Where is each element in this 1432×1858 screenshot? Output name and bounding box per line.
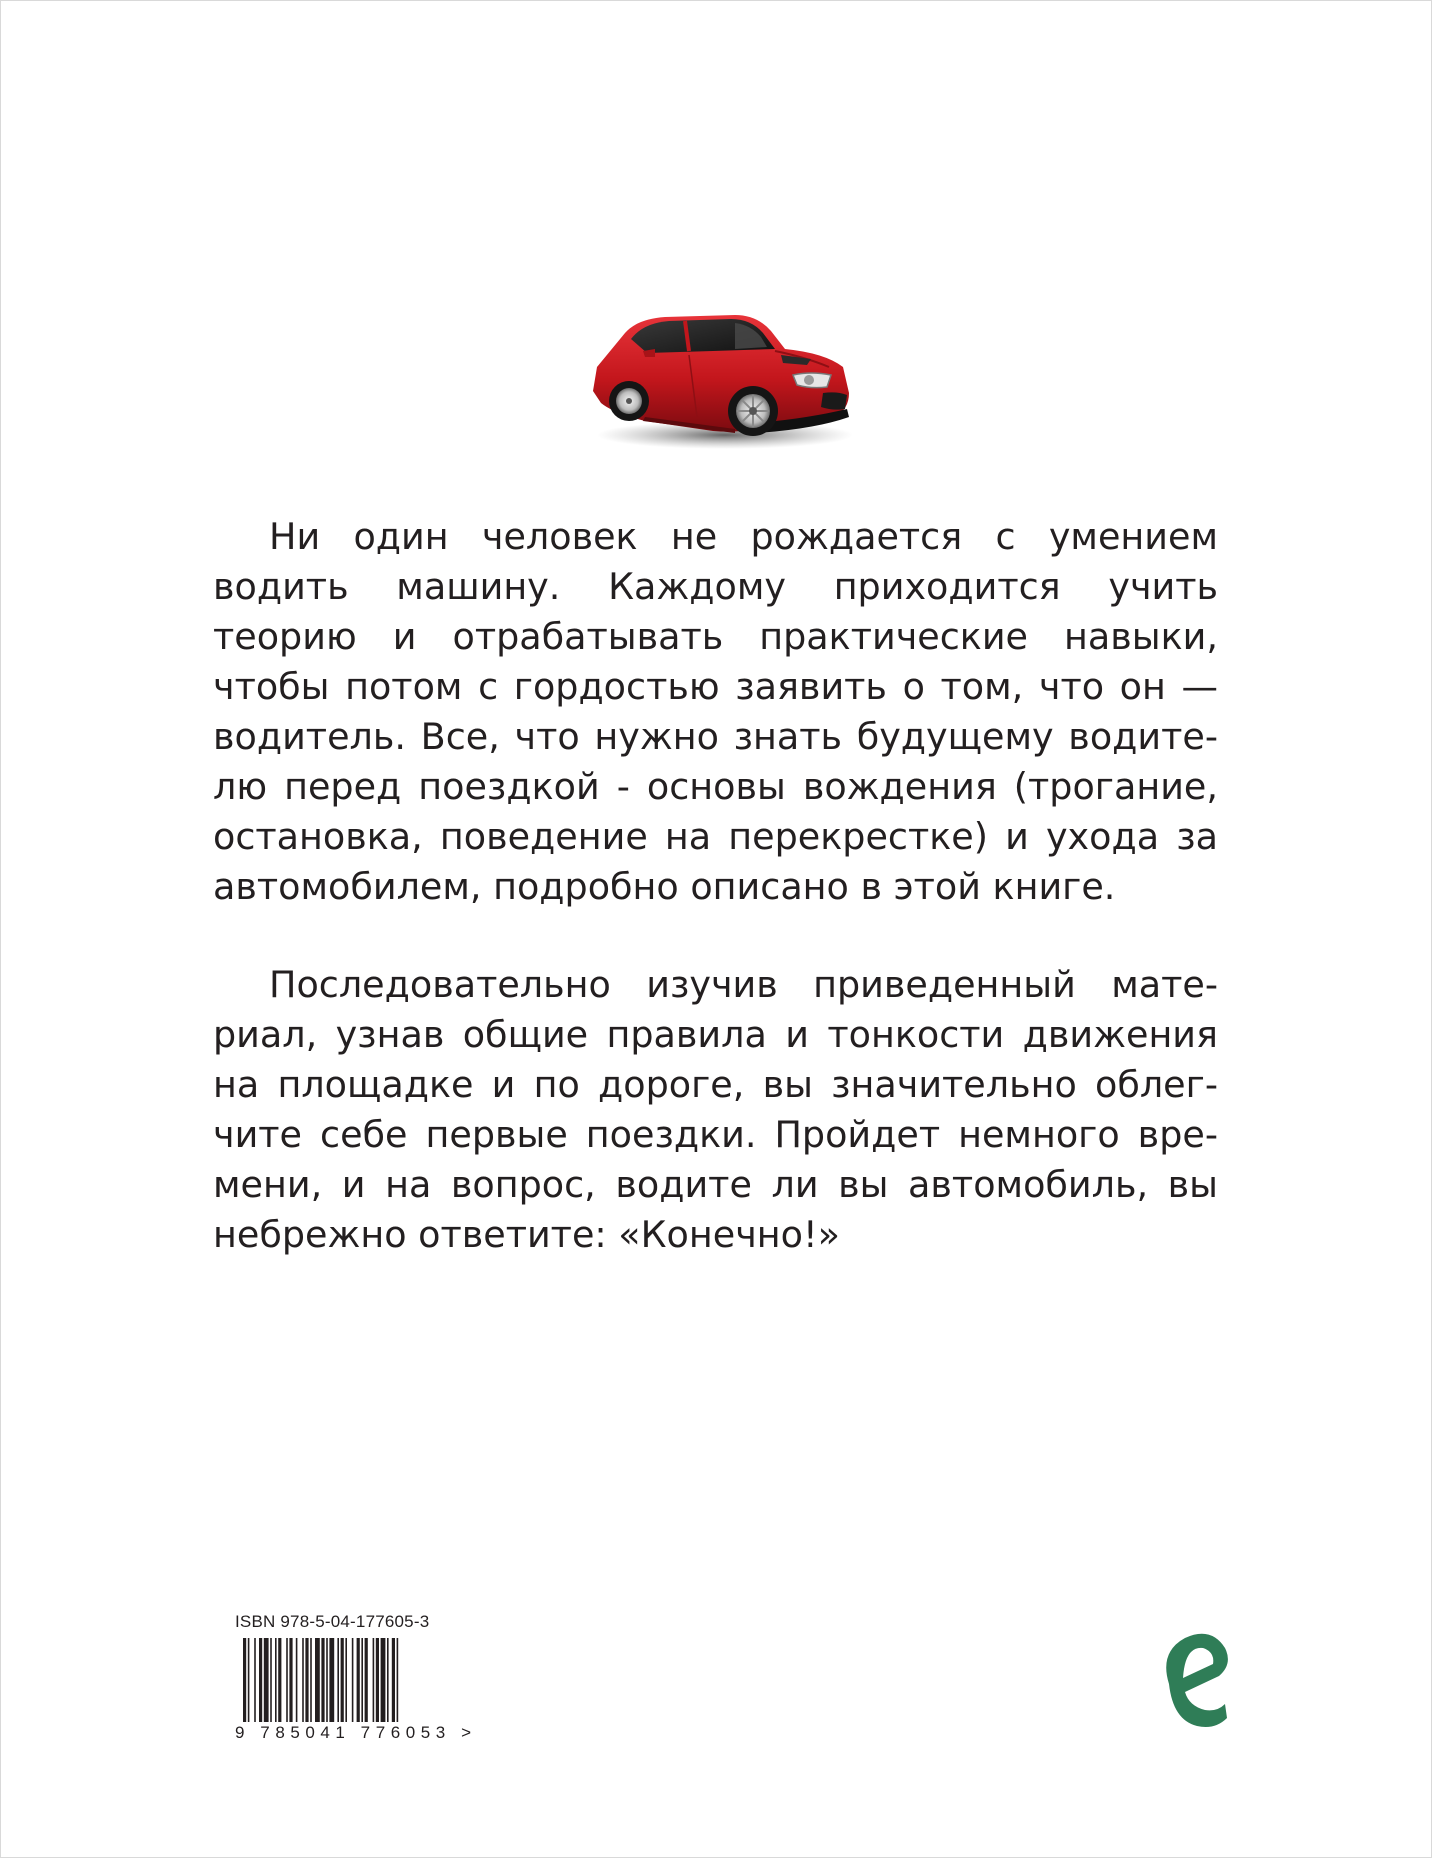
paragraph-line: водитель. Все, что нужно знать будущему водите- xyxy=(213,715,1218,758)
paragraph-line: автомобилем, подробно описано в этой книге. xyxy=(213,865,1116,908)
barcode-bar xyxy=(392,1638,395,1722)
barcode-digits: 9 785041 776053 > xyxy=(235,1723,471,1742)
barcode-bar xyxy=(286,1638,288,1722)
barcode-bar xyxy=(341,1638,344,1722)
barcode-bar xyxy=(397,1638,399,1732)
paragraph-line: чите себе первые поездки. Пройдет немного вре- xyxy=(213,1113,1218,1156)
barcode-bar xyxy=(248,1638,250,1732)
paragraph-line: небрежно ответите: «Конечно!» xyxy=(213,1213,840,1256)
paragraph-line: теорию и отрабатывать практические навыки, xyxy=(213,615,1218,658)
barcode-bar xyxy=(329,1638,334,1722)
barcode-bar xyxy=(264,1638,269,1722)
paragraph-line: водить машину. Каждому приходится учить xyxy=(213,565,1218,608)
barcode-bar xyxy=(270,1638,272,1722)
paragraph-line: Ни один человек не рождается с умением xyxy=(269,515,1218,558)
barcode-bar xyxy=(337,1638,339,1722)
paragraph-line: риал, узнав общие правила и тонкости движения xyxy=(213,1013,1218,1056)
barcode-bar xyxy=(352,1638,354,1722)
barcode-bar xyxy=(289,1638,292,1722)
barcode-bar xyxy=(381,1638,386,1722)
barcode-bar xyxy=(278,1638,281,1722)
paragraph-line: остановка, поведение на перекрестке) и ухода за xyxy=(213,815,1218,858)
barcode-bar xyxy=(321,1638,324,1732)
barcode-bar xyxy=(259,1638,262,1722)
barcode-bar xyxy=(315,1638,320,1722)
barcode-bar xyxy=(376,1638,379,1722)
description-paragraph-2 xyxy=(213,960,1218,1260)
barcode-bar xyxy=(243,1638,246,1732)
isbn-label: ISBN 978-5-04-177605-3 xyxy=(235,1612,430,1631)
paragraph-line: на площадке и по дороге, вы значительно облег- xyxy=(213,1063,1218,1106)
eksmo-logo-icon xyxy=(1155,1622,1231,1732)
barcode-bar xyxy=(361,1638,363,1722)
barcode-bar xyxy=(357,1638,360,1722)
barcode-bar xyxy=(254,1638,256,1722)
barcode-bar xyxy=(305,1638,308,1722)
barcode-bar xyxy=(365,1638,368,1722)
barcode-bar xyxy=(302,1638,304,1722)
paragraph-line: чтобы потом с гордостью заявить о том, что он — xyxy=(213,665,1218,708)
barcode-bar xyxy=(296,1638,298,1722)
car-illustration xyxy=(585,305,853,457)
barcode-bar xyxy=(373,1638,375,1722)
isbn-block xyxy=(235,1612,475,1742)
description-paragraph-1 xyxy=(213,512,1218,912)
barcode-bar xyxy=(387,1638,389,1722)
barcode-bar xyxy=(275,1638,277,1722)
barcode xyxy=(235,1638,475,1742)
paragraph-line: лю перед поездкой - основы вождения (трогание, xyxy=(213,765,1218,808)
barcode-bar xyxy=(326,1638,328,1722)
barcode-bar xyxy=(345,1638,347,1722)
paragraph-line: Последовательно изучив приведенный мате- xyxy=(269,963,1218,1006)
barcode-bar xyxy=(310,1638,312,1722)
paragraph-line: мени, и на вопрос, водите ли вы автомобиль, вы xyxy=(213,1163,1218,1206)
